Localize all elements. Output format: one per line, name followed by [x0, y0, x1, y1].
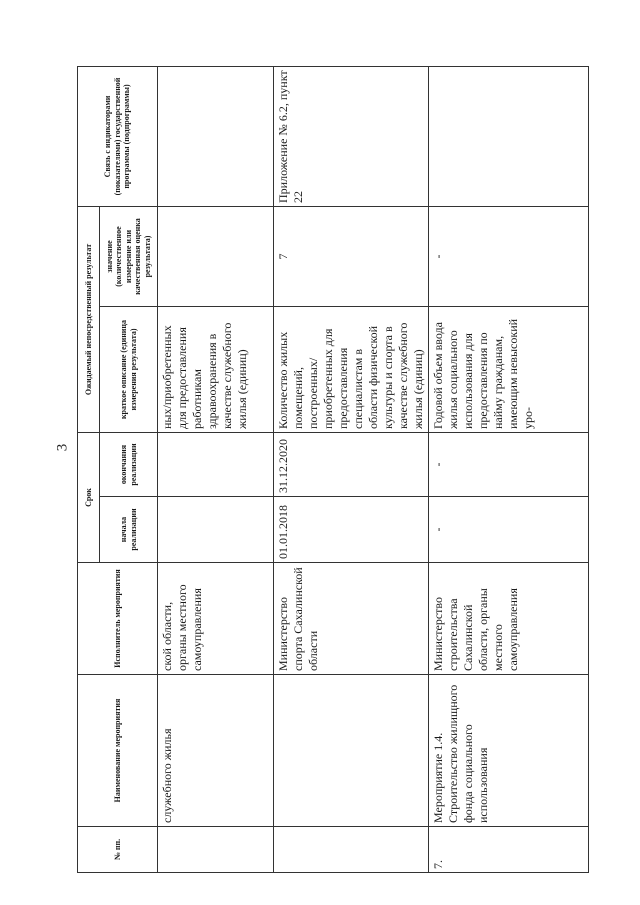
- row-result-desc: Годовой объем ввода жилья социального использования для предоставления по найму гражданам, имеющим невысокий уро-: [429, 307, 589, 433]
- row-executor: Министерство строительства Сахалинской области, органы местного самоуправления: [429, 563, 589, 675]
- row-link: Приложение № 6.2, пункт 22: [274, 67, 429, 207]
- table-row: [158, 67, 274, 873]
- header-name: Наименование мероприятия: [78, 675, 158, 827]
- row-num: 7.: [429, 827, 589, 873]
- header-result-value: значение (количественное измерение или качественная оценка результата): [100, 207, 158, 307]
- row-start: -: [429, 497, 589, 563]
- row-result-value: [158, 207, 274, 307]
- row-end: -: [429, 433, 589, 497]
- program-table: [77, 66, 589, 873]
- header-result-desc: краткое описание (единица измерения результата): [100, 307, 158, 433]
- row-result-desc: Количество жилых помещений, построенных/ приобретенных для предоставления специалистам в области физической культуры и спорта в качестве служебного жилья (единиц): [274, 307, 429, 433]
- row-start: 01.01.2018: [274, 497, 429, 563]
- row-result-value: 7: [274, 207, 429, 307]
- header-executor: Исполнитель мероприятия: [78, 563, 158, 675]
- header-link: Связь с индикаторами (показателями) государственной программы (подпрограммы): [78, 67, 158, 207]
- header-term-end: окончания реализации: [100, 433, 158, 497]
- row-result-value: -: [429, 207, 589, 307]
- table-row: [429, 67, 589, 873]
- page-number: 3: [54, 443, 71, 452]
- row-name: Мероприятие 1.4. Строительство жилищного фонда социального использования: [429, 675, 589, 827]
- header-term-start: начала реализации: [100, 497, 158, 563]
- row-start: [158, 497, 274, 563]
- row-link: [429, 67, 589, 207]
- row-executor: ской области, органы местного самоуправления: [158, 563, 274, 675]
- row-result-desc: ных/приобретенных для предоставления работникам здравоохранения в качестве служебного жилья (единиц): [158, 307, 274, 433]
- header-result: Ожидаемый непосредственный результат: [78, 207, 100, 433]
- row-num: [274, 827, 429, 873]
- document-table-sheet: [77, 67, 583, 873]
- header-term: Срок: [78, 433, 100, 563]
- header-num: № пп.: [78, 827, 158, 873]
- row-end: [158, 433, 274, 497]
- row-num: [158, 827, 274, 873]
- row-link: [158, 67, 274, 207]
- row-name: [274, 675, 429, 827]
- table-row: [274, 67, 429, 873]
- row-executor: Министерство спорта Сахалинской области: [274, 563, 429, 675]
- row-name: служебного жилья: [158, 675, 274, 827]
- row-end: 31.12.2020: [274, 433, 429, 497]
